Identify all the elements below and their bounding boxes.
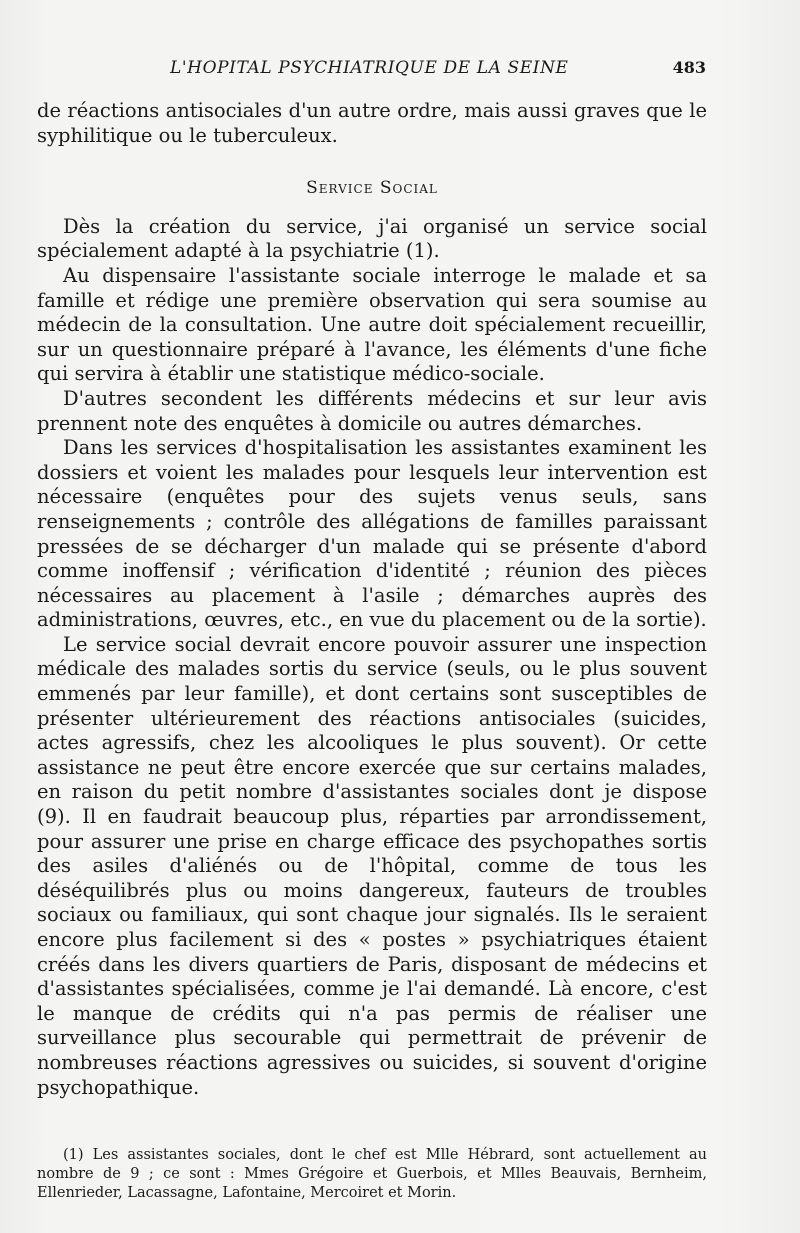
paragraph: Dans les services d'hospitalisation les assistantes examinent les dossiers et voient les malades pour lesquels leur intervention est nécessaire (enquêtes pour des sujets venus seuls, sans renseignements ; contrôle des allégations de familles paraissant pressées de se décharger d'un malade qui se présente d'abord comme inoffensif ; vérification d'identité ; réunion des pièces nécessaires au placement à l'asile ; démarches auprès des administrations, œuvres, etc., en vue du placement ou de la sortie). (37, 436, 707, 632)
paragraph: D'autres secondent les différents médecins et sur leur avis prennent note des enquêtes à domicile ou autres démarches. (37, 386, 707, 435)
footnotes (37, 1146, 707, 1203)
body-text (37, 99, 707, 1100)
continued-paragraph: de réactions antisociales d'un autre ordre, mais aussi graves que le syphilitique ou le tuberculeux. (37, 99, 707, 147)
running-title: L'HOPITAL PSYCHIATRIQUE DE LA SEINE (170, 58, 569, 78)
paragraph: Dès la création du service, j'ai organisé un service social spécialement adapté à la psychiatrie (1). (37, 214, 707, 263)
paragraph: Au dispensaire l'assistante sociale interroge le malade et sa famille et rédige une première observation qui sera soumise au médecin de la consultation. Une autre doit spécialement recueillir, sur un questionnaire préparé à l'avance, les éléments d'une fiche qui servira à établir une statistique médico-sociale. (37, 263, 707, 386)
footnote: (1) Les assistantes sociales, dont le chef est Mlle Hébrard, sont actuellement au nombre de 9 ; ce sont : Mmes Grégoire et Guerbois, et Mlles Beauvais, Bernheim, Ellenrieder, Lacassagne, Lafontaine, Mercoiret et Morin. (37, 1147, 707, 1201)
paragraph: Le service social devrait encore pouvoir assurer une inspection médicale des malades sortis du service (seuls, ou le plus souvent emmenés par leur famille), et dont certains sont susceptibles de présenter ultérieurement des réactions antisociales (suicides, actes agressifs, chez les alcooliques le plus souvent). Or cette assistance ne peut être encore exercée que sur certains malades, en raison du petit nombre d'assistantes sociales dont je dispose (9). Il en faudrait beaucoup plus, réparties par arrondissement, pour assurer une prise en charge efficace des psychopathes sortis des asiles d'aliénés ou de l'hôpital, comme de tous les déséquilibrés plus ou moins dangereux, fauteurs de troubles sociaux ou familiaux, qui sont chaque jour signalés. Ils le seraient encore plus facilement si des « postes » psychiatriques étaient créés dans les divers quartiers de Paris, disposant de médecins et d'assistantes spécialisées, comme je l'ai demandé. Là encore, c'est le manque de crédits qui n'a pas permis de réaliser une surveillance plus secourable qui permettrait de prévenir de nombreuses réactions agressives ou suicides, si souvent d'origine psychopathique. (37, 632, 707, 1099)
running-head (38, 58, 708, 82)
section-heading: Service Social (306, 178, 438, 199)
page-number: 483 (672, 58, 706, 77)
